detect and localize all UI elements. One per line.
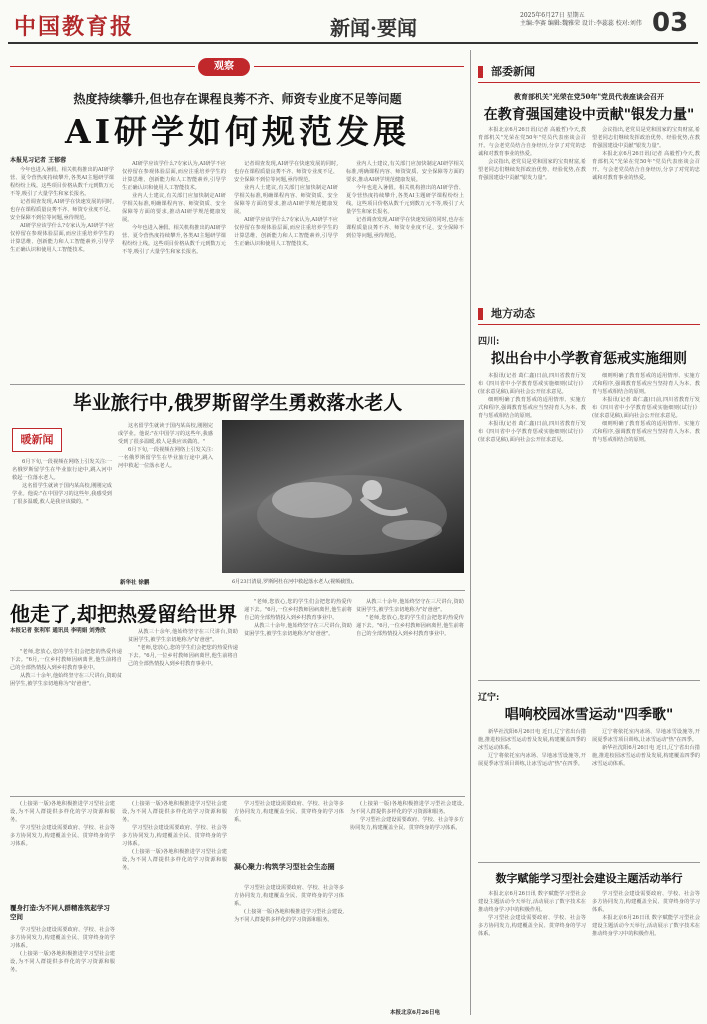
bottom-end-note: 本报北京6月26日电 [390,1010,440,1016]
bottom-col-1 [10,800,115,900]
bottom-left-head: 覆身打造:为不同人群精准筑起学习空间 [10,904,110,921]
photo-caption: 6月23日清晨,罗斯阿杜在河中救起落水老人(视频截图)。 [232,579,358,585]
guancha-para: 今年也进入暑假。相关机构推出的AI研学营、夏令营热度持续攀升,各类AI主题研学课程纷纷上线。这些项目价格从数千元到数万元不等,吸引了大量学生和家长报名。 [122,225,226,255]
guancha-byline: 本报见习记者 王郁蓉 [10,157,67,164]
feature3-para: "老师,您放心,您的学生们会把您的热爱传递下去。"6月,一位乡村教师因病离世,他生前将自己的全部热情投入到乡村教育事业中。 [356,615,464,637]
guancha-col-4 [346,160,464,378]
feature2-para: 这名留学生就读于国内某高校,刚刚完成学业。他说:"在中国学习的这些年,我感受到了很多温暖,救人是我应该做的。" [12,483,112,505]
feature2-para: 这名留学生就读于国内某高校,刚刚完成学业。他说:"在中国学习的这些年,我感受到了很多温暖,救人是我应该做的。" [118,423,213,445]
sidebar-tag-rule [478,82,700,83]
bottom-para: (上接第一版)各地积极推进学习型社会建设,为不同人群提供多样化的学习资源和服务。 [350,801,464,815]
guancha-title: AI研学如何规范发展 [64,112,411,151]
sidebar-top-para: 本报北京6月26日讯(记者 高毅哲)今天,教育部机关"光荣在党50年"党员代表座谈会召开。与会老党员结合自身经历,分享了对党的忠诚和对教育事业的热爱。 [592,151,700,181]
feature2-col-2 [118,422,213,572]
bottom-para: 学习型社会建设需要政府、学校、社会等多方协同发力,构建覆盖全民、贯穿终身的学习体系。 [350,817,464,831]
sidebar-low-rule [478,680,700,681]
bottom-para: (上接第一版)各地积极推进学习型社会建设,为不同人群提供多样化的学习资源和服务。 [10,801,115,823]
guancha-para: 记者调查发现,AI研学在快速发展的同时,也存在课程质量良莠不齐、师资专业度不足、安全保障不到位等问题,亟待规范。 [234,161,338,183]
sidebar-top-col-1 [478,126,586,301]
bottom-col-3b [234,884,344,1016]
sidebar-top-para: 会议指出,老党员是党和国家的宝贵财富,希望老同志们继续发挥政治优势、经验优势,在教育强国建设中贡献"银发力量"。 [592,127,700,149]
header-info [520,12,650,28]
sidebar-mid-para: 本报讯(记者 葛仁鑫)日前,四川省教育厅发布《四川省中小学教育惩戒实施细则(试行)》(征求意见稿),面向社会公开征求意见。 [592,397,700,419]
guancha-para: 业内人士建议,有关部门应加快制定AI研学相关标准,明确课程内容、师资资质、安全保障等方面的要求,推动AI研学规范健康发展。 [122,193,226,223]
guancha-para: 今年也进入暑假。相关机构推出的AI研学营、夏令营热度持续攀升,各类AI主题研学课程纷纷上线。这些项目价格从数千元到数万元不等,吸引了大量学生和家长报名。 [10,167,114,197]
feature3-col-3 [244,598,352,788]
feature3-para: 从教三十余年,他始终坚守在三尺讲台,资助贫困学生,被学生亲切地称为"好爸爸"。 [356,599,464,613]
sidebar-tag-ministry: 部委新闻 [478,66,535,78]
feature2-para: 6月下旬,一段视频在网络上引发关注:一名俄罗斯留学生在毕业旅行途中,跳入河中救起一位落水老人。 [118,447,213,469]
sidebar-low-col-2 [592,728,700,858]
column-divider [470,50,471,1015]
sidebar-low-region: 辽宁: [478,693,500,703]
feature3-col-2 [128,628,238,788]
bottom-para: 学习型社会建设需要政府、学校、社会等多方协同发力,构建覆盖全民、贯穿终身的学习体系。 [10,825,115,847]
feature3-para: "老师,您放心,您的学生们会把您的热爱传递下去。"6月,一位乡村教师因病离世,他生前将自己的全部热情投入到乡村教育事业中。 [128,645,238,667]
bottom-para: 学习型社会建设需要政府、学校、社会等多方协同发力,构建覆盖全民、贯穿终身的学习体系。 [592,891,700,913]
bottom-right-title: 数字赋能学习型社会建设主题活动举行 [495,872,683,885]
sidebar-top-title: 在教育强国建设中贡献"银发力量" [483,107,695,123]
sidebar-mid-para: 细则明确了教育惩戒的适用情形、实施方式和程序,强调教育惩戒应当坚持育人为本、教育与惩戒相结合的原则。 [478,397,586,419]
badge-rule-left [10,66,195,67]
feature3-para: "老师,您放心,您的学生们会把您的热爱传递下去。"6月,一位乡村教师因病离世,他生前将自己的全部热情投入到乡村教育事业中。 [10,649,122,671]
bottom-right-col-2 [592,890,700,1016]
bottom-para: (上接第一版)各地积极推进学习型社会建设,为不同人群提供多样化的学习资源和服务。 [10,951,115,973]
bottom-col-1b [10,926,115,1016]
page-number: 03 [652,8,689,38]
feature2-title: 毕业旅行中,俄罗斯留学生勇救落水老人 [72,392,403,414]
sidebar-low-title: 唱响校园冰雪运动"四季歌" [504,707,674,723]
sidebar-mid-para: 细则明确了教育惩戒的适用情形、实施方式和程序,强调教育惩戒应当坚持育人为本、教育与惩戒相结合的原则。 [592,421,700,443]
sidebar-mid-para: 本报讯(记者 葛仁鑫)日前,四川省教育厅发布《四川省中小学教育惩戒实施细则(试行)》(征求意见稿),面向社会公开征求意见。 [478,421,586,443]
sidebar-mid-rule [478,324,700,325]
sidebar-top-kicker: 教育部机关"光荣在党50年"党员代表座谈会召开 [513,92,665,101]
bottom-para: 学习型社会建设需要政府、学校、社会等多方协同发力,构建覆盖全民、贯穿终身的学习体系。 [234,885,344,907]
feature2-col-1 [12,458,112,576]
guancha-para: 业内人士建议,有关部门应加快制定AI研学相关标准,明确课程内容、师资资质、安全保障等方面的要求,推动AI研学规范健康发展。 [346,161,464,183]
guancha-para: AI研学应该学什么?专家认为,AI研学不应仅停留在参观体验层面,而应注重培养学生的计算思维、创新能力和人工智能素养,引导学生正确认识和使用人工智能技术。 [234,217,338,247]
sidebar-mid-col-2 [592,372,700,672]
guancha-kicker: 热度持续攀升,但也存在课程良莠不齐、师资专业度不足等问题 [73,92,402,106]
feature3-para: 从教三十余年,他始终坚守在三尺讲台,资助贫困学生,被学生亲切地称为"好爸爸"。 [128,629,238,643]
bottom-para: 学习型社会建设需要政府、学校、社会等多方协同发力,构建覆盖全民、贯穿终身的学习体系。 [478,915,586,937]
bottom-right-rule [478,862,700,863]
guancha-para: 记者调查发现,AI研学在快速发展的同时,也存在课程质量良莠不齐、师资专业度不足、安全保障不到位等问题,亟待规范。 [10,199,114,221]
feature3-para: "老师,您放心,您的学生们会把您的热爱传递下去。"6月,一位乡村教师因病离世,他生前将自己的全部热情投入到乡村教育事业中。 [244,599,352,621]
warm-news-logo: 暖新闻 [12,428,62,452]
sidebar-top-para: 本报北京6月26日讯(记者 高毅哲)今天,教育部机关"光荣在党50年"党员代表座谈会召开。与会老党员结合自身经历,分享了对党的忠诚和对教育事业的热爱。 [478,127,586,157]
sidebar-top-para: 会议指出,老党员是党和国家的宝贵财富,希望老同志们继续发挥政治优势、经验优势,在教育强国建设中贡献"银发力量"。 [478,159,586,181]
section-title: 新闻·要闻 [330,16,417,40]
sidebar-mid-col-1 [478,372,586,672]
feature3-para: 从教三十余年,他始终坚守在三尺讲台,资助贫困学生,被学生亲切地称为"好爸爸"。 [244,623,352,637]
guancha-para: 业内人士建议,有关部门应加快制定AI研学相关标准,明确课程内容、师资资质、安全保障等方面的要求,推动AI研学规范健康发展。 [234,185,338,215]
sidebar-low-para: 辽宁将依托室内冰场、旱地冰雪设施等,开展夏季冰雪项目训练,让冰雪运动"热"在四季。 [478,753,586,767]
sidebar-top-col-2 [592,126,700,301]
issue-date: 2025年6月27日 星期五 [520,12,585,19]
sidebar-mid-region: 四川: [478,337,500,347]
bottom-mid-head: 凝心聚力:构筑学习型社会生态圈 [234,862,335,871]
guancha-para: 今年也进入暑假。相关机构推出的AI研学营、夏令营热度持续攀升,各类AI主题研学课程纷纷上线。这些项目价格从数千元到数万元不等,吸引了大量学生和家长报名。 [346,185,464,215]
bottom-para: (上接第一版)各地积极推进学习型社会建设,为不同人群提供多样化的学习资源和服务。 [234,909,344,923]
feature3-rule [10,590,465,591]
guancha-col-1 [10,166,114,378]
feature3-title: 他走了,却把热爱留给世界 [10,602,237,626]
rescue-photo [222,420,464,573]
badge-rule-right [254,66,464,67]
guancha-para: AI研学应该学什么?专家认为,AI研学不应仅停留在参观体验层面,而应注重培养学生的计算思维、创新能力和人工智能素养,引导学生正确认识和使用人工智能技术。 [122,161,226,191]
header-rule [8,42,698,44]
bottom-para: 学习型社会建设需要政府、学校、社会等多方协同发力,构建覆盖全民、贯穿终身的学习体系。 [234,801,344,823]
bottom-para: (上接第一版)各地积极推进学习型社会建设,为不同人群提供多样化的学习资源和服务。 [122,801,227,823]
sidebar-mid-title: 拟出台中小学教育惩戒实施细则 [491,351,687,367]
masthead-logo: 中国教育报 [14,14,135,40]
bottom-col-3 [234,800,344,860]
feature2-rule [10,384,465,385]
sidebar-low-para: 新华社沈阳6月26日电 近日,辽宁省出台措施,推进校园冰雪运动普及发展,构建覆盖四季的冰雪运动体系。 [478,729,586,751]
editor-line: 主编:李赛 编辑:魏雅荣 设计:李蕊蕊 校对:刘伟 [520,20,642,27]
feature3-col-4 [356,598,464,788]
feature2-byline: 新华社 徐鹏 [120,580,150,586]
sidebar-low-col-1 [478,728,586,858]
bottom-para: 本报北京6月26日讯 数字赋能学习型社会建设主题活动今天举行,活动展示了数字技术在推动终身学习中的积极作用。 [592,915,700,937]
feature2-para: 6月下旬,一段视频在网络上引发关注:一名俄罗斯留学生在毕业旅行途中,跳入河中救起一位落水老人。 [12,459,112,481]
sidebar-mid-para: 细则明确了教育惩戒的适用情形、实施方式和程序,强调教育惩戒应当坚持育人为本、教育与惩戒相结合的原则。 [592,373,700,395]
bottom-para: 学习型社会建设需要政府、学校、社会等多方协同发力,构建覆盖全民、贯穿终身的学习体系。 [10,927,115,949]
sidebar-mid-para: 本报讯(记者 葛仁鑫)日前,四川省教育厅发布《四川省中小学教育惩戒实施细则(试行)》(征求意见稿),面向社会公开征求意见。 [478,373,586,395]
feature3-col-1 [10,648,122,788]
sidebar-tag-local: 地方动态 [478,308,535,320]
sidebar-low-para: 新华社沈阳6月26日电 近日,辽宁省出台措施,推进校园冰雪运动普及发展,构建覆盖四季的冰雪运动体系。 [592,745,700,767]
guancha-para: 记者调查发现,AI研学在快速发展的同时,也存在课程质量良莠不齐、师资专业度不足、安全保障不到位等问题,亟待规范。 [346,217,464,239]
rescue-photo-art [222,420,464,573]
guancha-col-3 [234,160,338,378]
bottom-para: 本报北京6月26日讯 数字赋能学习型社会建设主题活动今天举行,活动展示了数字技术在推动终身学习中的积极作用。 [478,891,586,913]
bottom-para: 学习型社会建设需要政府、学校、社会等多方协同发力,构建覆盖全民、贯穿终身的学习体系。 [122,825,227,847]
bottom-right-col-1 [478,890,586,1016]
guancha-col-2 [122,160,226,378]
guancha-badge: 观察 [198,58,250,76]
guancha-para: AI研学应该学什么?专家认为,AI研学不应仅停留在参观体验层面,而应注重培养学生的计算思维、创新能力和人工智能素养,引导学生正确认识和使用人工智能技术。 [10,223,114,253]
bottom-col-4 [350,800,464,1004]
feature3-byline: 本报记者 张利军 通讯员 李明娟 刘秀欣 [10,628,106,634]
sidebar-low-para: 辽宁将依托室内冰场、旱地冰雪设施等,开展夏季冰雪项目训练,让冰雪运动"热"在四季。 [592,729,700,743]
feature3-para: 从教三十余年,他始终坚守在三尺讲台,资助贫困学生,被学生亲切地称为"好爸爸"。 [10,673,122,687]
bottom-col-2 [122,800,227,1016]
bottom-para: (上接第一版)各地积极推进学习型社会建设,为不同人群提供多样化的学习资源和服务。 [122,849,227,871]
bottom-rule [10,796,465,797]
